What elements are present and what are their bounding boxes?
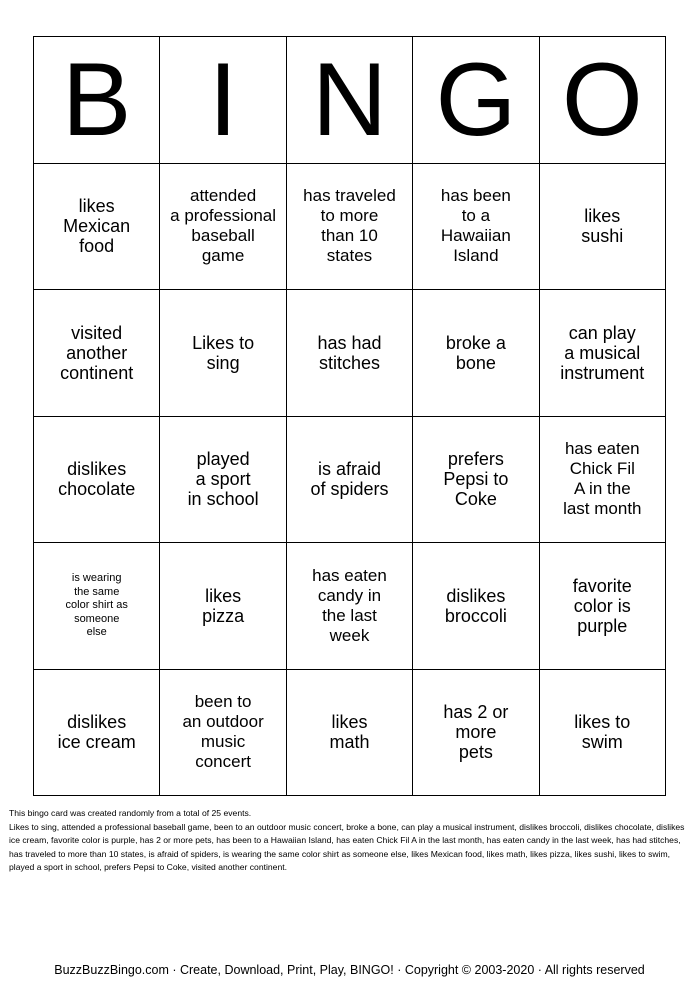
card-notes bbox=[9, 807, 693, 875]
notes-intro: This bingo card was created randomly from a total of 25 events. bbox=[9, 808, 252, 818]
bingo-square bbox=[287, 164, 413, 291]
bingo-square bbox=[34, 417, 160, 544]
header-letter-b: B bbox=[34, 37, 160, 164]
square-text: played a sport in school bbox=[187, 449, 259, 510]
bingo-square bbox=[540, 543, 666, 670]
bingo-square bbox=[413, 164, 539, 291]
square-text: is wearing the same color shirt as someone else bbox=[65, 572, 128, 638]
square-text: likes to swim bbox=[574, 712, 631, 753]
bingo-card bbox=[33, 36, 666, 796]
bingo-square bbox=[540, 417, 666, 544]
square-text: visited another continent bbox=[60, 322, 134, 383]
bingo-square bbox=[287, 543, 413, 670]
bingo-square bbox=[287, 670, 413, 797]
site-footer: BuzzBuzzBingo.com · Create, Download, Print, Play, BINGO! · Copyright © 2003-2020 · All rights reserved bbox=[54, 963, 645, 977]
square-text: has 2 or more pets bbox=[443, 702, 509, 763]
bingo-square bbox=[160, 164, 286, 291]
square-text: has traveled to more than 10 states bbox=[303, 186, 396, 266]
square-text: prefers Pepsi to Coke bbox=[443, 449, 509, 510]
square-text: attended a professional baseball game bbox=[170, 186, 277, 266]
bingo-square bbox=[413, 290, 539, 417]
bingo-square bbox=[34, 543, 160, 670]
header-letter-g: G bbox=[413, 37, 539, 164]
bingo-square bbox=[160, 417, 286, 544]
bingo-square bbox=[413, 417, 539, 544]
bingo-square bbox=[287, 417, 413, 544]
square-text: has been to a Hawaiian Island bbox=[440, 186, 511, 266]
square-text: dislikes chocolate bbox=[58, 459, 136, 500]
square-text: has had stitches bbox=[317, 332, 382, 373]
header-letter-o: O bbox=[540, 37, 666, 164]
header-letter-n: N bbox=[287, 37, 413, 164]
notes-event-list: Likes to sing, attended a professional baseball game, been to an outdoor music concert, broke a bone, can play a musical instrument, dislikes broccoli, dislikes chocolate, dislikes ice cream, favorite color is purple, has 2 or more pets, has been to a Hawaiian Island, has eaten Chick Fil A in the last month, has eaten candy in the last week, has had stitches, has traveled to more than 10 states, is afraid of spiders, is wearing the same color shirt as someone else, likes Mexican food, likes math, likes pizza, likes sushi, likes to swim, played a sport in school, prefers Pepsi to Coke, visited another continent. bbox=[9, 821, 685, 873]
bingo-square bbox=[540, 290, 666, 417]
bingo-square bbox=[160, 290, 286, 417]
square-text: dislikes ice cream bbox=[57, 712, 136, 753]
square-text: likes Mexican food bbox=[63, 196, 131, 257]
square-text: has eaten Chick Fil A in the last month bbox=[563, 439, 642, 519]
square-text: broke a bone bbox=[445, 332, 506, 373]
bingo-square bbox=[413, 543, 539, 670]
square-text: is afraid of spiders bbox=[310, 459, 389, 500]
square-text: likes pizza bbox=[202, 585, 245, 626]
bingo-square bbox=[160, 670, 286, 797]
header-letter-i: I bbox=[160, 37, 286, 164]
square-text: likes math bbox=[329, 712, 370, 753]
square-text: been to an outdoor music concert bbox=[182, 692, 264, 772]
bingo-square bbox=[540, 670, 666, 797]
square-text: Likes to sing bbox=[192, 332, 255, 373]
bingo-square bbox=[540, 164, 666, 291]
square-text: likes sushi bbox=[581, 206, 624, 247]
square-text: can play a musical instrument bbox=[560, 322, 645, 383]
square-text: favorite color is purple bbox=[572, 575, 632, 636]
bingo-square bbox=[287, 290, 413, 417]
bingo-square bbox=[160, 543, 286, 670]
square-text: dislikes broccoli bbox=[444, 585, 507, 626]
bingo-square bbox=[34, 670, 160, 797]
square-text: has eaten candy in the last week bbox=[312, 565, 387, 645]
bingo-square bbox=[34, 164, 160, 291]
bingo-square bbox=[413, 670, 539, 797]
bingo-square bbox=[34, 290, 160, 417]
